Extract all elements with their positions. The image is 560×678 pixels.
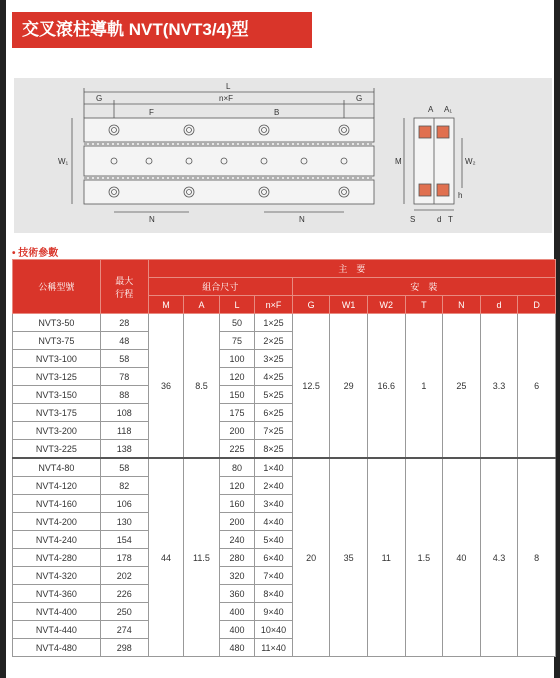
header-col-G: G: [292, 296, 330, 314]
cell-W2: 16.6: [367, 314, 405, 459]
cell-stroke: 58: [100, 458, 148, 477]
dim-label-F: F: [149, 108, 154, 117]
cell-nF: 3×25: [255, 350, 293, 368]
cell-model: NVT3-100: [13, 350, 101, 368]
cell-W2: 11: [367, 458, 405, 657]
page-title: 交叉滾柱導軌 NVT(NVT3/4)型: [12, 12, 312, 48]
spec-table-body: [13, 314, 556, 657]
dim-label-G-left: G: [96, 94, 103, 103]
dim-label-A1: A₁: [444, 105, 453, 114]
cell-model: NVT3-50: [13, 314, 101, 332]
dim-label-T: T: [448, 215, 453, 224]
cell-model: NVT3-175: [13, 404, 101, 422]
cell-G: 12.5: [292, 314, 330, 459]
cell-nF: 4×40: [255, 513, 293, 531]
cell-nF: 2×40: [255, 477, 293, 495]
cell-stroke: 154: [100, 531, 148, 549]
cell-model: NVT3-125: [13, 368, 101, 386]
cell-L: 80: [219, 458, 255, 477]
cell-D: 6: [518, 314, 556, 459]
cell-T: 1: [405, 314, 443, 459]
cell-L: 75: [219, 332, 255, 350]
cell-nF: 8×40: [255, 585, 293, 603]
cell-stroke: 82: [100, 477, 148, 495]
cell-stroke: 274: [100, 621, 148, 639]
cell-T: 1.5: [405, 458, 443, 657]
dim-label-M: M: [395, 157, 402, 166]
cell-model: NVT4-480: [13, 639, 101, 657]
cell-stroke: 298: [100, 639, 148, 657]
dim-label-N-left: N: [149, 215, 155, 224]
cell-model: NVT4-80: [13, 458, 101, 477]
cell-nF: 8×25: [255, 440, 293, 459]
cell-nF: 3×40: [255, 495, 293, 513]
technical-drawing: [14, 78, 552, 233]
header-col-d: d: [480, 296, 518, 314]
cell-L: 120: [219, 368, 255, 386]
cell-model: NVT3-75: [13, 332, 101, 350]
cell-model: NVT4-240: [13, 531, 101, 549]
dim-label-S: S: [410, 215, 416, 224]
cell-nF: 11×40: [255, 639, 293, 657]
cell-nF: 4×25: [255, 368, 293, 386]
cell-stroke: 226: [100, 585, 148, 603]
rail-diagram: [14, 78, 552, 233]
dim-label-B: B: [274, 108, 280, 117]
cell-A: 11.5: [184, 458, 220, 657]
cell-nF: 1×25: [255, 314, 293, 332]
cell-nF: 6×40: [255, 549, 293, 567]
dim-label-d: d: [437, 215, 442, 224]
cell-L: 200: [219, 422, 255, 440]
header-main: 主 要: [148, 260, 555, 278]
header-col-nF: n×F: [255, 296, 293, 314]
cell-M: 44: [148, 458, 184, 657]
cell-N: 25: [443, 314, 481, 459]
cell-nF: 2×25: [255, 332, 293, 350]
cell-W1: 29: [330, 314, 368, 459]
cell-L: 360: [219, 585, 255, 603]
cell-W1: 35: [330, 458, 368, 657]
cell-stroke: 28: [100, 314, 148, 332]
cell-D: 8: [518, 458, 556, 657]
cell-stroke: 202: [100, 567, 148, 585]
header-col-A: A: [184, 296, 220, 314]
cell-model: NVT3-150: [13, 386, 101, 404]
cell-nF: 5×40: [255, 531, 293, 549]
cell-model: NVT4-160: [13, 495, 101, 513]
cell-stroke: 106: [100, 495, 148, 513]
cell-L: 150: [219, 386, 255, 404]
cell-L: 175: [219, 404, 255, 422]
cell-L: 225: [219, 440, 255, 459]
cell-nF: 7×25: [255, 422, 293, 440]
spec-table: [12, 259, 556, 657]
cell-M: 36: [148, 314, 184, 459]
dim-label-W1: W₁: [58, 157, 69, 166]
cell-model: NVT3-200: [13, 422, 101, 440]
cell-stroke: 138: [100, 440, 148, 459]
cell-L: 480: [219, 639, 255, 657]
header-col-W2: W2: [367, 296, 405, 314]
cell-model: NVT4-400: [13, 603, 101, 621]
dim-label-N-right: N: [299, 215, 305, 224]
cell-d: 4.3: [480, 458, 518, 657]
cell-stroke: 130: [100, 513, 148, 531]
cell-stroke: 108: [100, 404, 148, 422]
cell-L: 320: [219, 567, 255, 585]
dim-label-A: A: [428, 105, 434, 114]
header-col-W1: W1: [330, 296, 368, 314]
cell-model: NVT4-440: [13, 621, 101, 639]
cell-L: 400: [219, 621, 255, 639]
cell-N: 40: [443, 458, 481, 657]
cell-stroke: 58: [100, 350, 148, 368]
cell-model: NVT4-280: [13, 549, 101, 567]
cell-L: 240: [219, 531, 255, 549]
header-combined: 組合尺寸: [148, 278, 292, 296]
cell-nF: 10×40: [255, 621, 293, 639]
cell-nF: 5×25: [255, 386, 293, 404]
header-col-M: M: [148, 296, 184, 314]
cell-L: 100: [219, 350, 255, 368]
cell-d: 3.3: [480, 314, 518, 459]
cell-nF: 1×40: [255, 458, 293, 477]
cell-A: 8.5: [184, 314, 220, 459]
table-row: [13, 458, 556, 477]
cell-L: 280: [219, 549, 255, 567]
header-col-D: D: [518, 296, 556, 314]
header-install: 安 裝: [292, 278, 555, 296]
dim-label-nxF: n×F: [219, 94, 234, 103]
cell-model: NVT4-120: [13, 477, 101, 495]
cell-stroke: 178: [100, 549, 148, 567]
header-stroke: 最大 行程: [100, 260, 148, 314]
cell-G: 20: [292, 458, 330, 657]
cell-nF: 6×25: [255, 404, 293, 422]
cell-model: NVT4-320: [13, 567, 101, 585]
cell-L: 200: [219, 513, 255, 531]
dim-label-h: h: [458, 191, 463, 200]
section-label: • 技術參數: [12, 248, 59, 259]
cell-model: NVT4-200: [13, 513, 101, 531]
frame-left: [0, 0, 6, 678]
cell-stroke: 118: [100, 422, 148, 440]
table-row: [13, 314, 556, 332]
cell-L: 400: [219, 603, 255, 621]
cell-stroke: 78: [100, 368, 148, 386]
cell-L: 160: [219, 495, 255, 513]
header-col-T: T: [405, 296, 443, 314]
cell-model: NVT4-360: [13, 585, 101, 603]
dim-label-G-right: G: [356, 94, 363, 103]
header-col-L: L: [219, 296, 255, 314]
header-model: 公稱型號: [13, 260, 101, 314]
dim-label-W2: W₂: [465, 157, 476, 166]
cell-model: NVT3-225: [13, 440, 101, 459]
header-col-N: N: [443, 296, 481, 314]
cell-stroke: 250: [100, 603, 148, 621]
dim-label-L: L: [226, 82, 231, 91]
cell-stroke: 48: [100, 332, 148, 350]
cell-L: 50: [219, 314, 255, 332]
cell-nF: 7×40: [255, 567, 293, 585]
cell-L: 120: [219, 477, 255, 495]
cell-nF: 9×40: [255, 603, 293, 621]
cell-stroke: 88: [100, 386, 148, 404]
